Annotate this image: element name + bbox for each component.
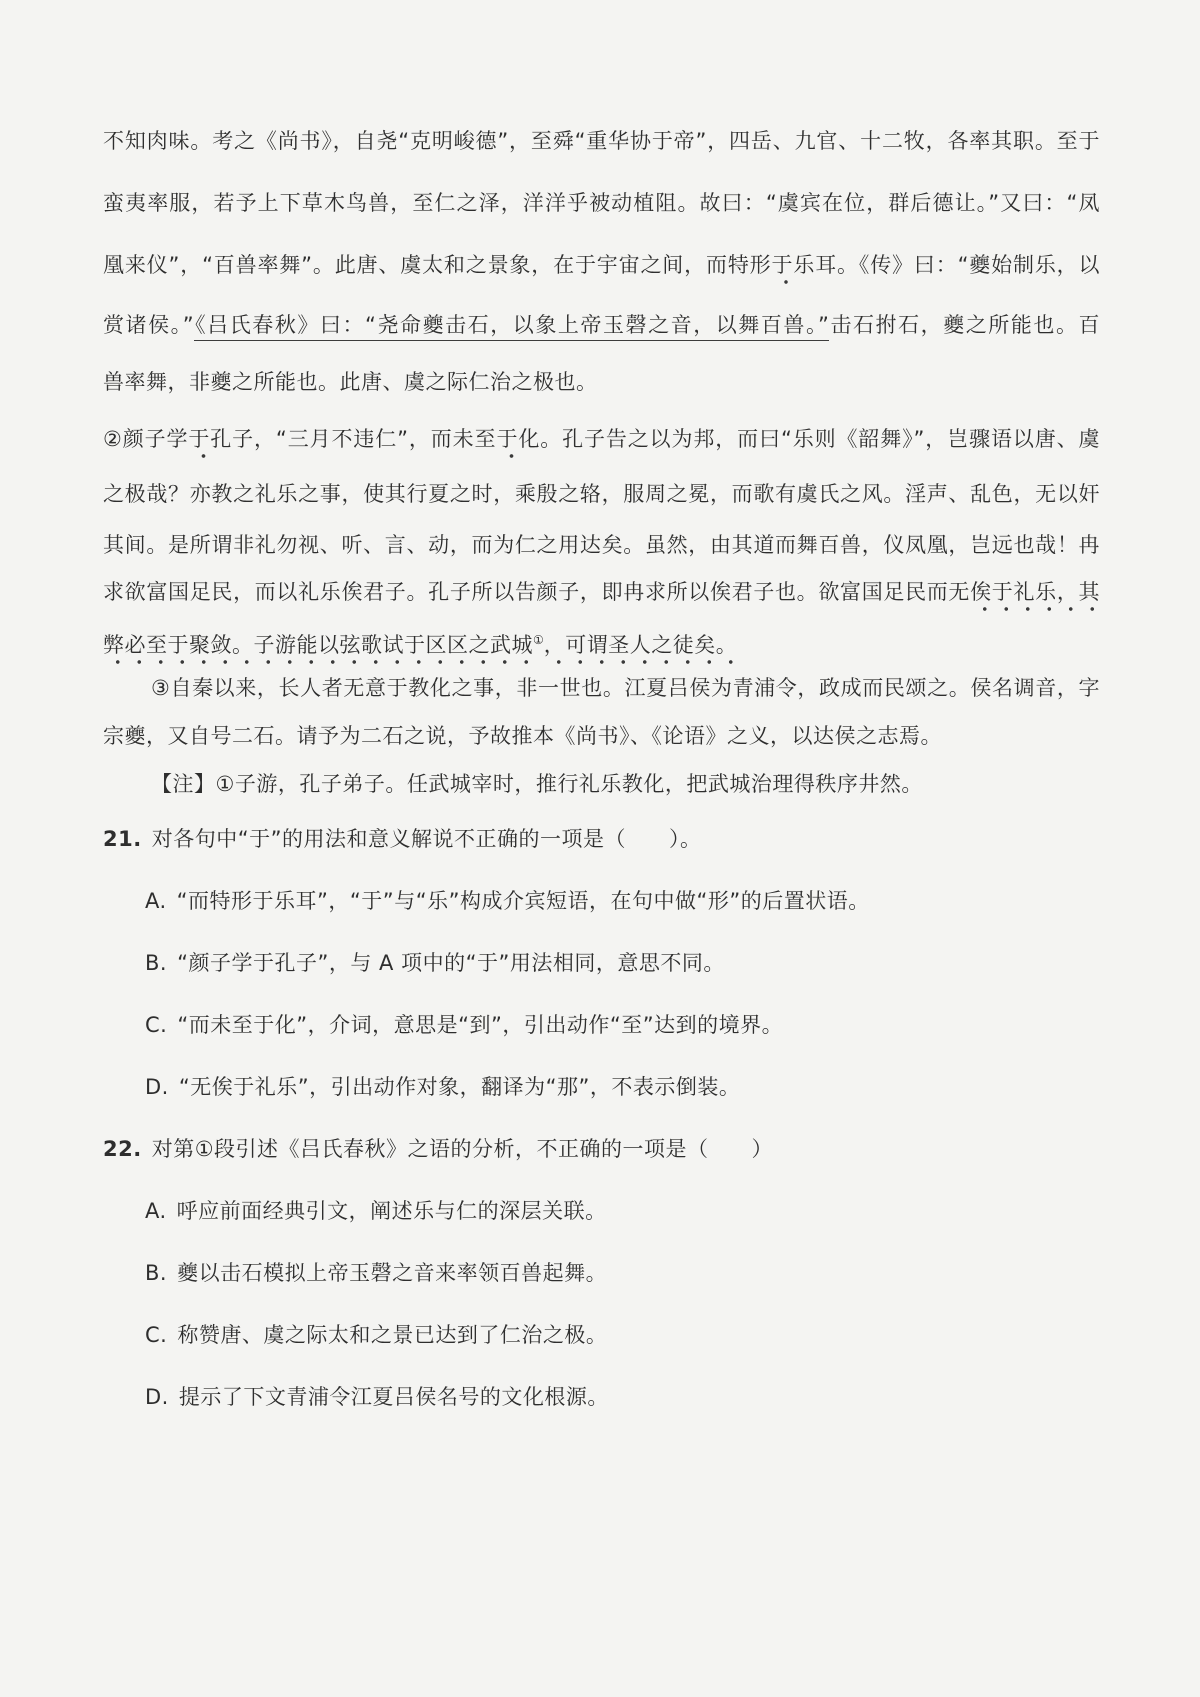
passage-text: 之极哉？亦教之礼乐之事，使其行夏之时，乘殷之辂，服周之冕，而歌有虞氏之风。淫声、乱色，无以奸 <box>103 482 1100 506</box>
option-label: B. <box>145 1261 168 1285</box>
passage-text: 宗夔，又自号二石。请予为二石之说，予故推本《尚书》、《论语》之义，以达侯之志焉。 <box>103 724 942 748</box>
question-stem-text: 对各句中“于”的用法和意义解说不正确的一项是（ ）。 <box>151 827 702 851</box>
underlined-quote: 《吕氏春秋》曰：“尧命夔击石，以象上帝玉磬之音，以舞百兽。” <box>194 313 829 341</box>
passage-line <box>103 296 1100 354</box>
emphasis-dotted-text: 于 <box>188 427 210 459</box>
question-stem <box>103 808 1100 870</box>
option-row <box>103 1242 1100 1304</box>
passage-line <box>103 616 1100 664</box>
passage-line <box>103 411 1100 468</box>
passage-line <box>103 354 1100 411</box>
option-label: D. <box>145 1075 169 1099</box>
option-text: 称赞唐、虞之际太和之景已达到了仁治之极。 <box>177 1323 608 1347</box>
passage-text: 乐耳。《传》曰：“夔始制乐，以 <box>793 253 1100 277</box>
question-stem <box>103 1118 1100 1180</box>
passage-line <box>103 468 1100 521</box>
option-text: “而特形于乐耳”，“于”与“乐”构成介宾短语，在句中做“形”的后置状语。 <box>176 889 870 913</box>
passage-line <box>103 521 1100 569</box>
emphasis-dotted-text: 弊必至于聚敛。子游能以弦歌试于区区之武城 <box>103 633 533 664</box>
passage-text: 其间。是所谓非礼勿视、听、言、动，而为仁之用达矣。虽然，由其道而舞百兽，仪凤凰，岂远也哉！冉 <box>103 533 1100 557</box>
footnote-marker: ① <box>533 633 544 647</box>
exam-content <box>103 110 1100 1428</box>
option-text: 提示了下文青浦令江夏吕侯名号的文化根源。 <box>178 1385 609 1409</box>
option-label: C. <box>145 1013 168 1037</box>
passage-text: 兽率舞，非夔之所能也。此唐、虞之际仁治之极也。 <box>103 370 598 394</box>
option-label: A. <box>145 889 167 913</box>
question-number: 21. <box>103 827 142 851</box>
passage-text: ③自秦以来，长人者无意于教化之事，非一世也。江夏吕侯为青浦令，政成而民颂之。侯名调音，字 <box>151 676 1100 700</box>
passage-line <box>103 664 1100 712</box>
emphasis-dotted-text: 于 <box>496 427 518 459</box>
option-row <box>103 870 1100 932</box>
emphasis-dotted-text: 于 <box>772 253 794 285</box>
passage-text: 蛮夷率服，若予上下草木鸟兽，至仁之泽，洋洋乎被动植阻。故曰：“虞宾在位，群后德让。”又曰：“凤 <box>103 191 1100 215</box>
passage-line <box>103 760 1100 808</box>
passage-line <box>103 234 1100 296</box>
multiple-choice-questions <box>103 808 1100 1428</box>
passage-text: 击石拊石，夔之所能也。百 <box>829 313 1100 337</box>
option-text: 夔以击石模拟上帝玉磬之音来率领百兽起舞。 <box>177 1261 608 1285</box>
passage-line <box>103 110 1100 172</box>
classical-passage <box>103 110 1100 808</box>
option-row <box>103 994 1100 1056</box>
option-row <box>103 932 1100 994</box>
passage-text: 【注】①子游，孔子弟子。任武城宰时，推行礼乐教化，把武城治理得秩序井然。 <box>151 772 923 796</box>
question-number: 22. <box>103 1137 142 1161</box>
passage-line <box>103 172 1100 234</box>
option-label: B. <box>145 951 168 975</box>
passage-text: 凰来仪”，“百兽率舞”。此唐、虞太和之景象，在于宇宙之间，而特形 <box>103 253 772 277</box>
option-label: D. <box>145 1385 169 1409</box>
emphasis-dotted-text: ，可谓圣人之徒矣。 <box>544 633 738 664</box>
passage-line <box>103 569 1100 616</box>
option-row <box>103 1180 1100 1242</box>
emphasis-dotted-text: 俟于礼乐，其 <box>970 580 1100 612</box>
passage-line <box>103 712 1100 760</box>
passage-text: 不知肉味。考之《尚书》，自尧“克明峻德”，至舜“重华协于帝”，四岳、九官、十二牧，各率其职。至于 <box>103 129 1100 153</box>
option-label: C. <box>145 1323 168 1347</box>
passage-text: 孔子，“三月不违仁”，而未至 <box>210 427 497 451</box>
passage-text: 求欲富国足民，而以礼乐俟君子。孔子所以告颜子，即冉求所以俟君子也。欲富国足民而无 <box>103 580 971 604</box>
option-row <box>103 1304 1100 1366</box>
option-text: “而未至于化”，介词，意思是“到”，引出动作“至”达到的境界。 <box>177 1013 784 1037</box>
question-stem-text: 对第①段引述《吕氏春秋》之语的分析，不正确的一项是（ ） <box>151 1137 774 1161</box>
option-text: 呼应前面经典引文，阐述乐与仁的深层关联。 <box>176 1199 607 1223</box>
option-row <box>103 1056 1100 1118</box>
option-row <box>103 1366 1100 1428</box>
passage-text: 赏诸侯。” <box>103 313 195 337</box>
option-text: “无俟于礼乐”，引出动作对象，翻译为“那”，不表示倒装。 <box>178 1075 741 1099</box>
option-text: “颜子学于孔子”，与 A 项中的“于”用法相同，意思不同。 <box>177 951 725 975</box>
option-label: A. <box>145 1199 167 1223</box>
passage-text: 化。孔子告之以为邦，而曰“乐则《韶舞》”，岂骤语以唐、虞 <box>518 427 1100 451</box>
passage-text: ②颜子学 <box>103 427 189 451</box>
